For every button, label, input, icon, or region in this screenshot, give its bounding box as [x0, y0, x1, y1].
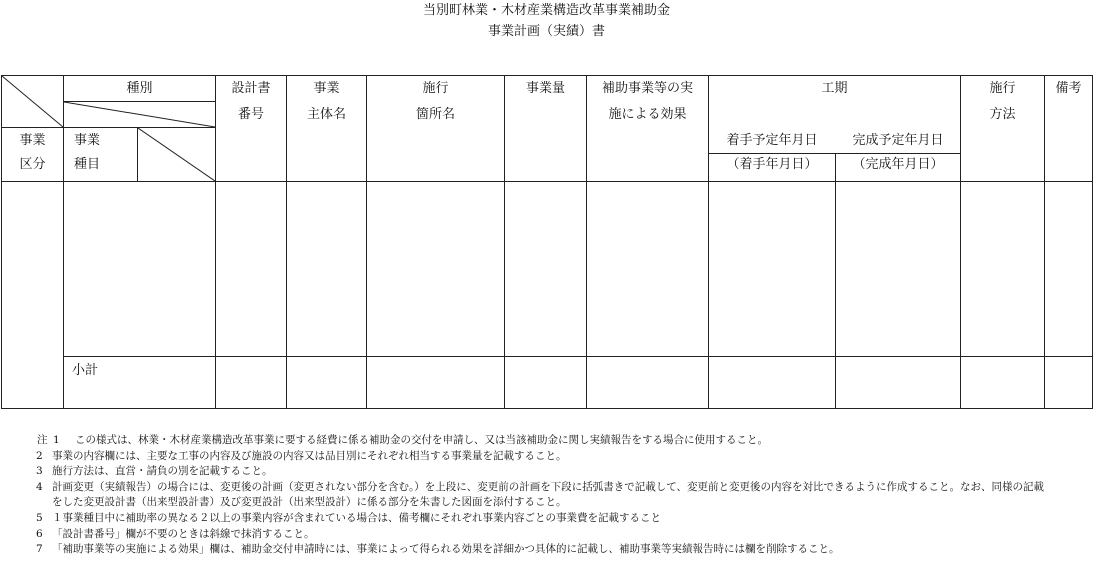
cell-jigyo-shutai[interactable] — [287, 182, 367, 357]
note-item: 7 「補助事業等の実施による効果」欄は、補助金交付申請時には、事業によって得られる効果を詳細かつ具体的に記載し、補助事業等実績報告時には欄を削除すること。 — [36, 543, 840, 556]
table-row — [2, 182, 1093, 357]
note-item: 4 計画変更（実績報告）の場合には、変更後の計画（変更されない部分を含む。）を上段に、変更前の計画を下段に括弧書きで記載して、変更前と変更後の内容を対比できるように作成すること。なお、同様の記載をした変更設計書（出来型設計書）及び変更設計（出来型設計）に係る部分を朱書した図面を添付すること。 — [36, 480, 1045, 509]
note-item: 注 1 この様式は、林業・木材産業構造改革事業に要する経費に係る補助金の交付を申請し、又は当該補助金に関し実績報告をする場合に使用すること。 — [37, 433, 1087, 449]
plan-table — [1, 75, 1093, 409]
subtotal-kansei[interactable] — [836, 357, 961, 409]
note-item: 5 １事業種目中に補助率の異なる２以上の事業内容が含まれている場合は、備考欄にそれぞれ事業内容ごとの事業費を記載すること — [36, 511, 661, 524]
header-kansei: 完成予定年月日 （完成年月日） — [836, 154, 961, 182]
header-shubetsu: 種別 — [64, 76, 216, 102]
cell-jigyo-shumoku[interactable] — [64, 182, 216, 357]
cell-koka[interactable] — [587, 182, 709, 357]
corner-diagonal-cell — [2, 76, 64, 128]
cell-jigyoryo[interactable] — [505, 182, 587, 357]
header-seko-hoho: 施行 方法 — [961, 76, 1045, 182]
header-biko: 備考 — [1045, 76, 1093, 182]
subtotal-jigyo-shutai[interactable] — [287, 357, 367, 409]
cell-jigyo-kubun[interactable] — [2, 182, 64, 409]
cell-biko[interactable] — [1045, 182, 1093, 357]
header-sekkeisho: 設計書 番号 — [216, 76, 287, 182]
cell-seko-hoho[interactable] — [961, 182, 1045, 357]
cell-chakushu[interactable] — [709, 182, 836, 357]
subtotal-jigyoryo[interactable] — [505, 357, 587, 409]
header-jigyo-shumoku: 事業 種目 — [64, 128, 138, 182]
subtotal-chakushu[interactable] — [709, 357, 836, 409]
note-item: 6 「設計書番号」欄が不要のときは斜線で抹消すること。 — [36, 527, 315, 540]
header-jigyo-kubun: 事業 区分 — [2, 128, 64, 182]
header-koka: 補助事業等の実 施による効果 — [587, 76, 709, 182]
cell-kansei[interactable] — [836, 182, 961, 357]
header-jigyo-shutai: 事業 主体名 — [287, 76, 367, 182]
header-seko-kasho: 施行 箇所名 — [367, 76, 505, 182]
shumoku-diagonal-cell — [138, 128, 216, 182]
notes-prefix: 注 — [37, 434, 48, 446]
form-subtitle: 事業計画（実績）書 — [487, 24, 605, 39]
header-jigyoryo: 事業量 — [505, 76, 587, 182]
notes-section — [37, 433, 1087, 558]
subtotal-seko-hoho[interactable] — [961, 357, 1045, 409]
subtotal-biko[interactable] — [1045, 357, 1093, 409]
header-koki: 工期 — [709, 76, 961, 154]
cell-seko-kasho[interactable] — [367, 182, 505, 357]
form-title: 当別町林業・木材産業構造改革事業補助金 — [422, 3, 670, 18]
cell-sekkeisho[interactable] — [216, 182, 287, 357]
header-chakushu: 着手予定年月日 （着手年月日） — [709, 154, 836, 182]
subtotal-koka[interactable] — [587, 357, 709, 409]
subtotal-label-cell — [64, 357, 216, 409]
subtotal-row — [2, 357, 1093, 409]
shubetsu-diagonal-cell — [64, 102, 216, 128]
note-item: 2 事業の内容欄には、主要な工事の内容及び施設の内容又は品目別にそれぞれ相当する事業量を記載すること。 — [36, 449, 567, 462]
subtotal-label: 小計 — [72, 363, 99, 378]
subtotal-sekkeisho[interactable] — [216, 357, 287, 409]
subtotal-seko-kasho[interactable] — [367, 357, 505, 409]
note-item: 3 施行方法は、直営・請負の別を記載すること。 — [36, 465, 273, 478]
